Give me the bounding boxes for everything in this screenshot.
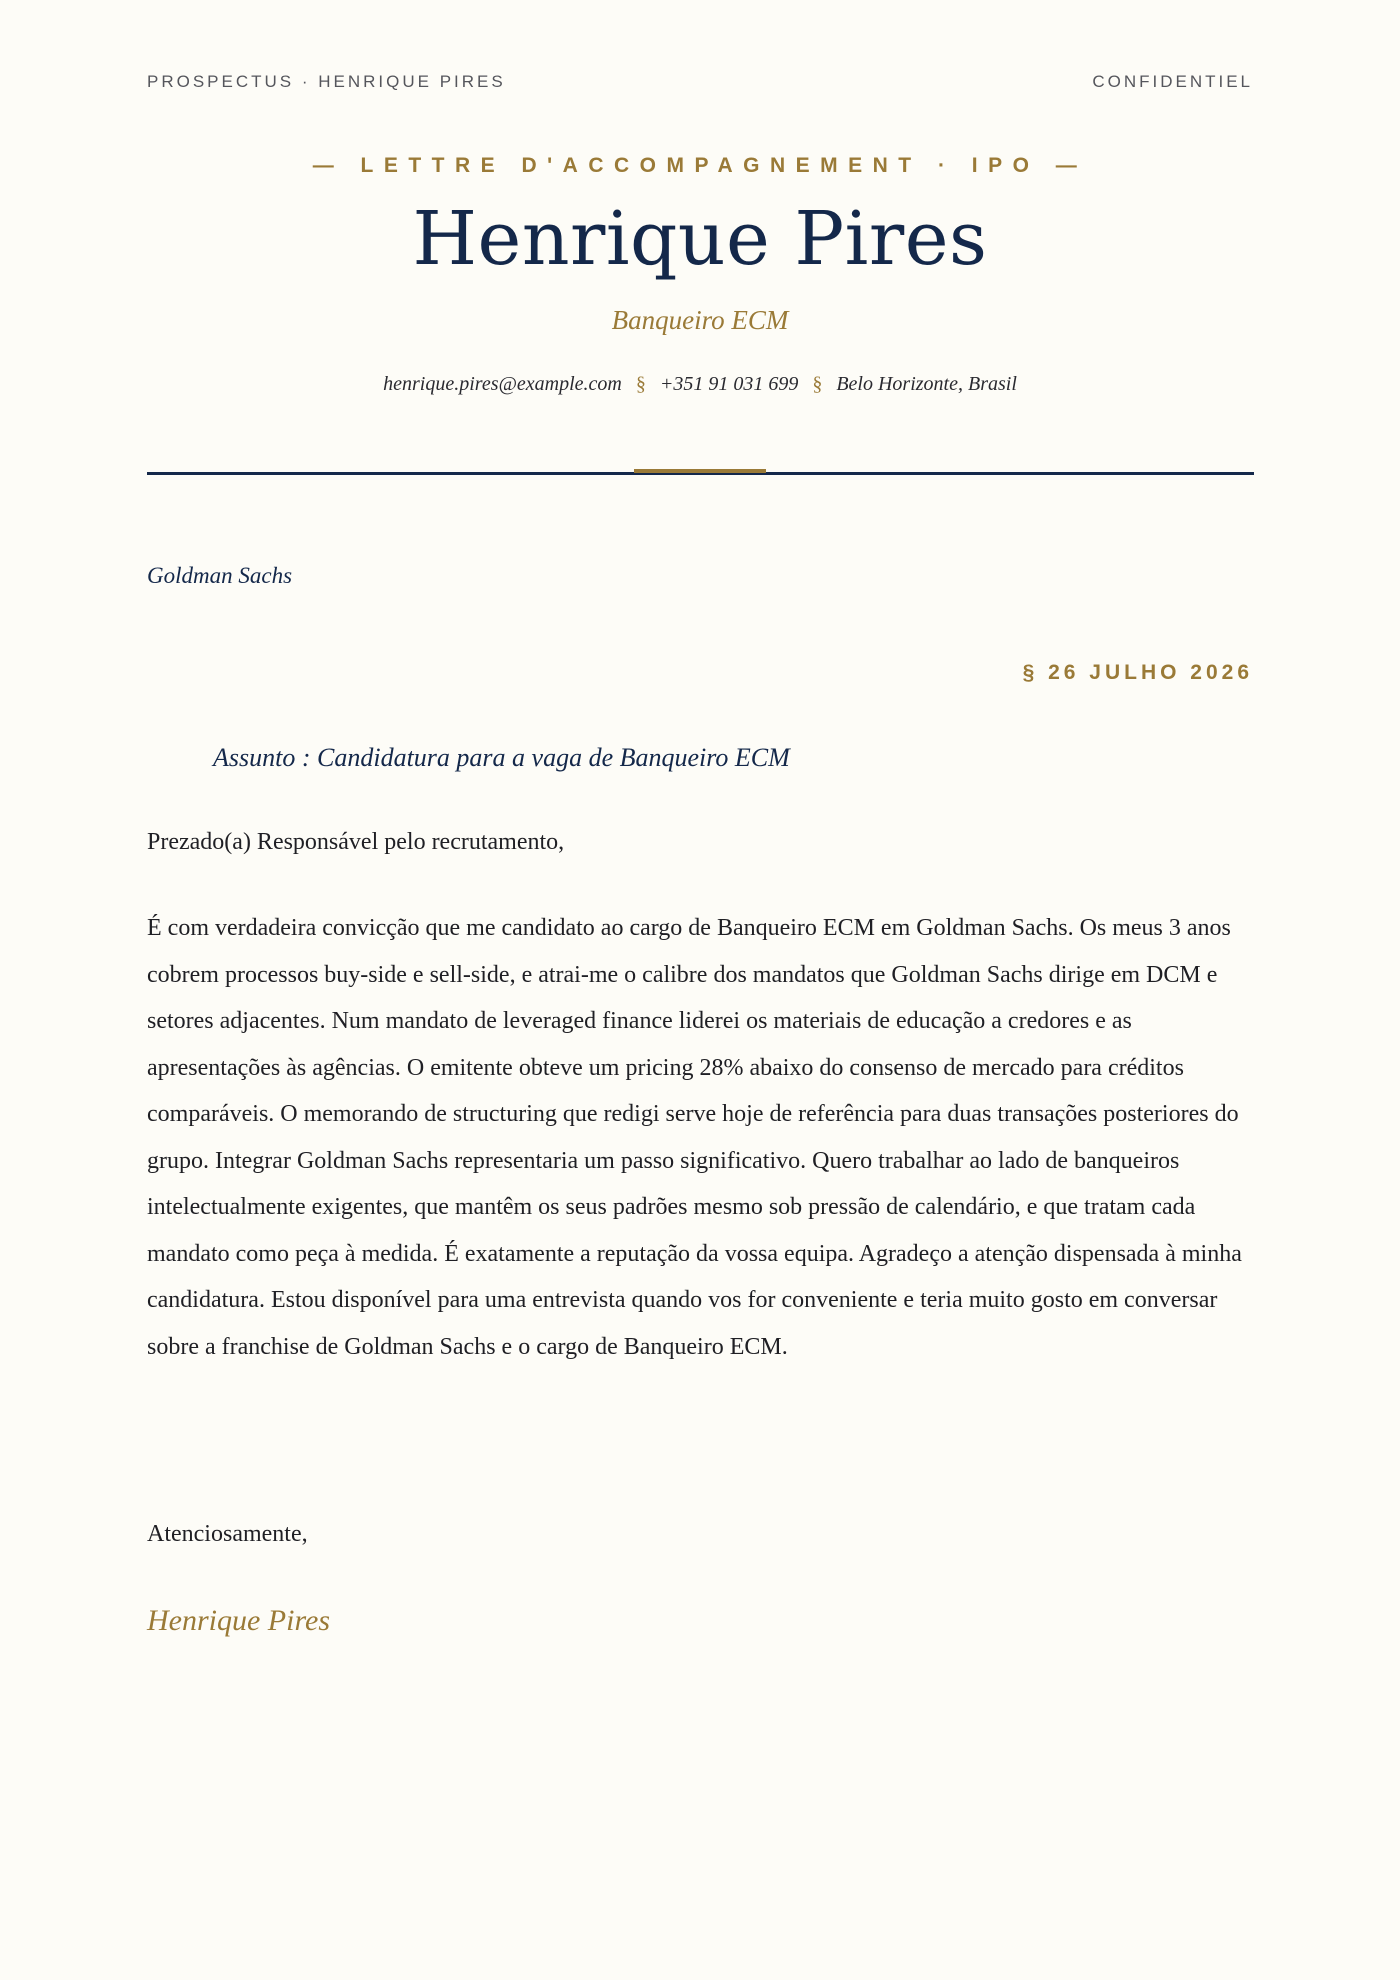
confidential-label: CONFIDENTIEL bbox=[1092, 72, 1253, 91]
letter-greeting: Prezado(a) Responsável pelo recrutamento, bbox=[147, 829, 565, 855]
header-left-label: PROSPECTUS · HENRIQUE PIRES bbox=[147, 72, 506, 91]
sender-role: Banqueiro ECM bbox=[611, 305, 789, 335]
letter-closing: Atenciosamente, bbox=[147, 1521, 308, 1547]
letter-date: § 26 JULHO 2026 bbox=[1022, 661, 1253, 684]
sender-name: Henrique Pires bbox=[412, 196, 988, 282]
header-divider-accent bbox=[634, 469, 766, 473]
section-separator-icon: § bbox=[635, 373, 646, 395]
letter-signature: Henrique Pires bbox=[147, 1604, 331, 1637]
section-separator-icon: § bbox=[812, 373, 823, 395]
document-kicker: — LETTRE D'ACCOMPAGNEMENT · IPO — bbox=[312, 154, 1088, 177]
contact-phone: +351 91 031 699 bbox=[659, 373, 799, 395]
contact-line bbox=[0, 373, 1400, 396]
letter-subject: Assunto : Candidatura para a vaga de Banqueiro ECM bbox=[213, 743, 790, 772]
recipient-company: Goldman Sachs bbox=[147, 563, 293, 588]
contact-location: Belo Horizonte, Brasil bbox=[836, 373, 1017, 395]
contact-email: henrique.pires@example.com bbox=[383, 373, 622, 395]
running-header bbox=[147, 72, 1253, 92]
letter-body: É com verdadeira convicção que me candidato ao cargo de Banqueiro ECM em Goldman Sachs. Os meus 3 anos cobrem processos buy-side e sell-side, e atrai-me o calibre dos mandatos que Goldman Sachs dirige em DCM e setores adjacentes. Num mandato de leveraged finance liderei os materiais de educação a credores e as apresentações às agências. O emitente obteve um pricing 28% abaixo do consenso de mercado para créditos comparáveis. O memorando de structuring que redigi serve hoje de referência para duas transações posteriores do grupo. Integrar Goldman Sachs representaria um passo significativo. Quero trabalhar ao lado de banqueiros intelectualmente exigentes, que mantêm os seus padrões mesmo sob pressão de calendário, e que tratam cada mandato como peça à medida. É exatamente a reputação da vossa equipa. Agradeço a atenção dispensada à minha candidatura. Estou disponível para uma entrevista quando vos for conveniente e teria muito gosto em conversar sobre a franchise de Goldman Sachs e o cargo de Banqueiro ECM. bbox=[147, 915, 1242, 1360]
